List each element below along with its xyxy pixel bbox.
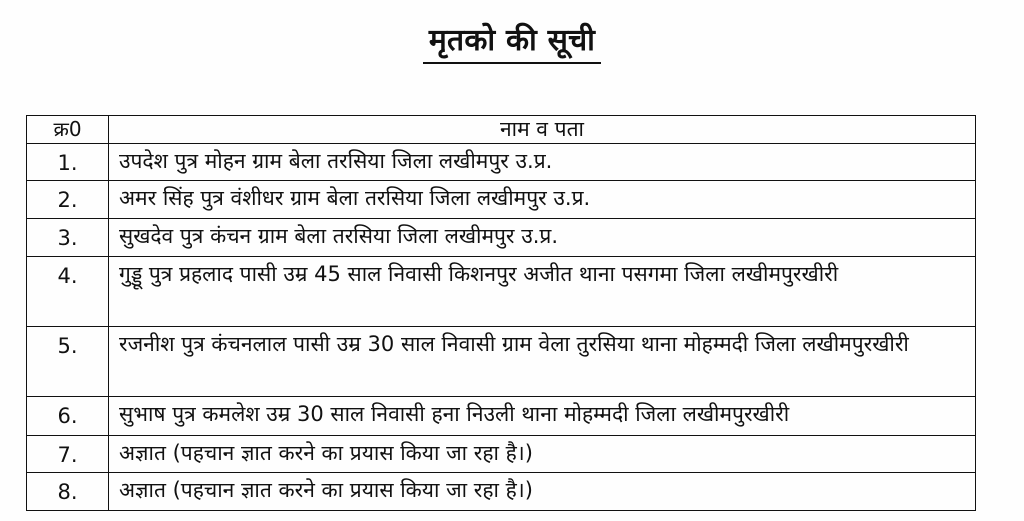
name-address-cell bbox=[109, 144, 976, 181]
table-row bbox=[27, 257, 976, 327]
name-address-text: गुड्डू पुत्र प्रहलाद पासी उम्र 45 साल निवासी किशनपुर अजीत थाना पसगमा जिला लखीमपुरखीरी bbox=[119, 262, 839, 286]
name-address-text: अज्ञात (पहचान ज्ञात करने का प्रयास किया जा रहा है।) bbox=[119, 478, 533, 502]
table-row bbox=[27, 219, 976, 257]
serial-cell: 5. bbox=[27, 327, 109, 397]
table-row bbox=[27, 397, 976, 436]
name-address-text: सुभाष पुत्र कमलेश उम्र 30 साल निवासी हना निउली थाना मोहम्मदी जिला लखीमपुरखीरी bbox=[119, 402, 790, 426]
name-address-cell bbox=[109, 436, 976, 473]
serial-cell: 3. bbox=[27, 219, 109, 257]
table-row bbox=[27, 436, 976, 473]
serial-cell: 7. bbox=[27, 436, 109, 473]
deceased-list-table-wrap bbox=[26, 115, 976, 511]
serial-cell: 2. bbox=[27, 181, 109, 219]
deceased-list-table bbox=[26, 115, 976, 511]
serial-cell: 4. bbox=[27, 257, 109, 327]
name-address-text: रजनीश पुत्र कंचनलाल पासी उम्र 30 साल निवासी ग्राम वेला तुरसिया थाना मोहम्मदी जिला लखीमपुरखीरी bbox=[119, 332, 909, 356]
name-address-cell bbox=[109, 257, 976, 327]
column-header-serial: क्र0 bbox=[27, 116, 109, 144]
name-address-cell bbox=[109, 397, 976, 436]
name-address-text: उपदेश पुत्र मोहन ग्राम बेला तरसिया जिला लखीमपुर उ.प्र. bbox=[119, 149, 553, 173]
document-title-container bbox=[0, 22, 1024, 64]
name-address-cell bbox=[109, 473, 976, 511]
name-address-text: सुखदेव पुत्र कंचन ग्राम बेला तरसिया जिला लखीमपुर उ.प्र. bbox=[119, 224, 558, 248]
name-address-cell bbox=[109, 327, 976, 397]
name-address-cell bbox=[109, 181, 976, 219]
name-address-text: अज्ञात (पहचान ज्ञात करने का प्रयास किया जा रहा है।) bbox=[119, 441, 533, 465]
name-address-cell bbox=[109, 219, 976, 257]
table-row bbox=[27, 473, 976, 511]
page-title: मृतको की सूची bbox=[423, 22, 601, 64]
table-row bbox=[27, 181, 976, 219]
table-row bbox=[27, 327, 976, 397]
serial-cell: 8. bbox=[27, 473, 109, 511]
table-header-row bbox=[27, 116, 976, 144]
serial-cell: 1. bbox=[27, 144, 109, 181]
name-address-text: अमर सिंह पुत्र वंशीधर ग्राम बेला तरसिया जिला लखीमपुर उ.प्र. bbox=[119, 186, 591, 210]
table-row bbox=[27, 144, 976, 181]
column-header-name-address: नाम व पता bbox=[109, 116, 976, 144]
serial-cell: 6. bbox=[27, 397, 109, 436]
